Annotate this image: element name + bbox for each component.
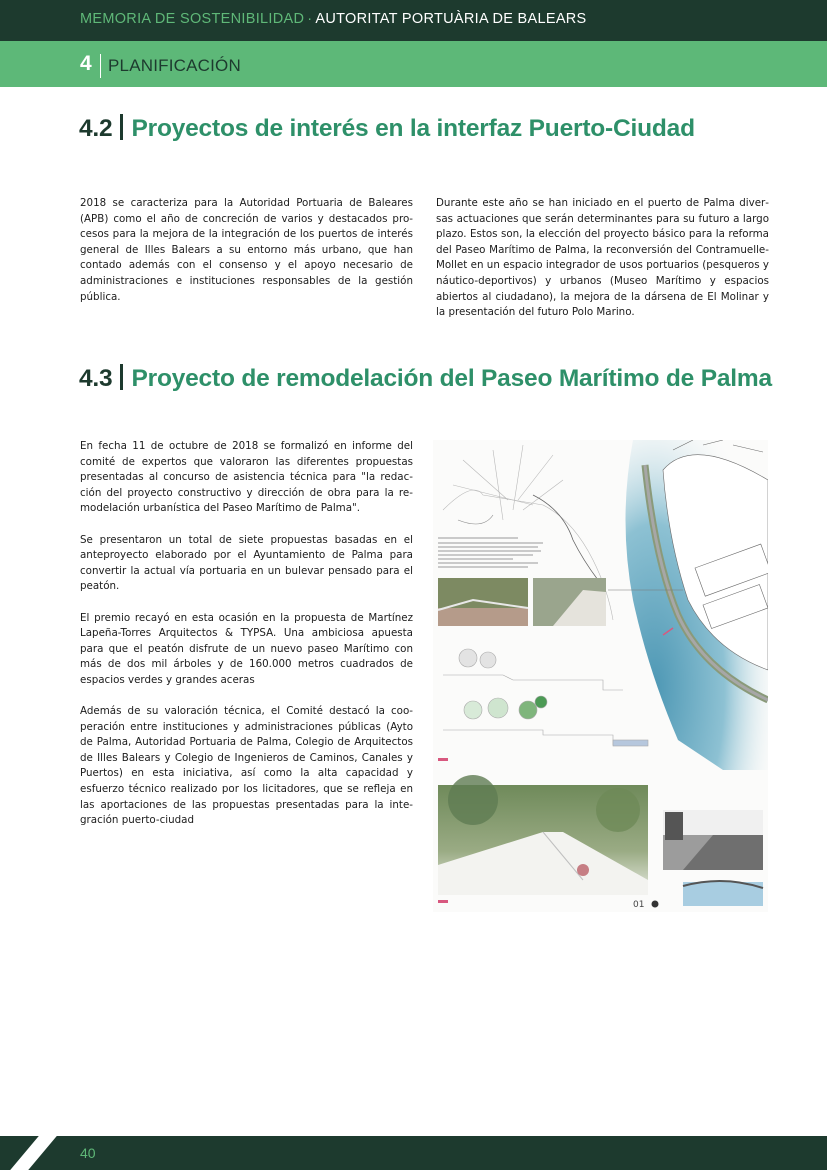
section-number: 4.2 bbox=[79, 115, 113, 142]
paragraph: En fecha 11 de octubre de 2018 se formalizó en informe del comité de expertos que valoraron las diferentes propuestas presentadas al concurso de asistencia técnica para "la redacción del proyecto constructivo y dirección de obra para la remodelación urbanística del Paseo Marítimo de Palma". bbox=[80, 440, 413, 515]
description-text-lines bbox=[438, 538, 543, 567]
chapter-divider bbox=[100, 54, 101, 78]
running-title-separator: · bbox=[307, 11, 313, 27]
running-title-report: MEMORIA DE SOSTENIBILIDAD bbox=[80, 11, 305, 27]
section-4-2-right-column bbox=[436, 196, 769, 336]
footer-slash-decoration bbox=[0, 1136, 65, 1170]
running-title bbox=[80, 11, 587, 27]
paragraph: Se presentaron un total de siete propuestas basadas en el anteproyecto elaborado por el Ayuntamiento de Palma para convertir la actual vía portuaria en un bulevar pensado para el peatón. bbox=[80, 533, 413, 593]
paragraph: Además de su valoración técnica, el Comité destacó la cooperación entre instituciones y administraciones públicas (Ayto de Palma, Autoridad Portuaria de Palma, Colegio de Arquitectos de Illes Balears y Colegio de Ingenieros de Caminos, Canales y Puertos) en esta iniciativa, así como la alta capacidad y esfuerzo técnico realizado por los licitadores, que se refleja en las aportaciones de las propuestas presentadas para la integración puerto-ciudad bbox=[80, 705, 413, 827]
chapter-bar bbox=[0, 41, 827, 87]
section-heading-4-2 bbox=[79, 114, 695, 143]
section-heading-4-3 bbox=[79, 364, 772, 393]
heading-divider bbox=[120, 114, 123, 140]
running-title-organization: AUTORITAT PORTUÀRIA DE BALEARS bbox=[315, 11, 587, 27]
section-drawings bbox=[443, 649, 648, 746]
paragraph: 2018 se caracteriza para la Autoridad Portuaria de Baleares (APB) como el año de concreción de varios y destacados procesos para la mejora de la integración de los puertos de interés general de Illes Balears a su entorno más urbano, que han contado además con el consenso y el apoyo necesario de administraciones e instituciones responsables de la gestión pública. bbox=[80, 197, 413, 303]
page-number: 40 bbox=[80, 1145, 96, 1161]
chapter-title: PLANIFICACIÓN bbox=[108, 56, 241, 75]
paragraph: El premio recayó en esta ocasión en la propuesta de Martínez Lapeña-Torres Arquitectos & TYPSA. Una ambiciosa apuesta para que el peatón disfrute de un nuevo paseo Marítimo con más de dos mil árboles y de 160.000 metros cuadrados de espacios verdes y grandes aceras bbox=[80, 611, 413, 686]
street-perspective bbox=[438, 775, 648, 895]
project-board-image bbox=[433, 440, 768, 912]
section-number: 4.3 bbox=[79, 365, 113, 392]
section-4-3-text-column bbox=[80, 439, 413, 844]
board-panel-number: 01 bbox=[633, 900, 645, 910]
board-logo-icon bbox=[652, 901, 659, 908]
project-board-illustration bbox=[433, 440, 768, 912]
section-4-2-left-column bbox=[80, 196, 413, 321]
heading-divider bbox=[120, 364, 123, 390]
top-header-bar bbox=[0, 0, 827, 41]
section-label-accent bbox=[438, 758, 448, 761]
footer-bar bbox=[0, 1136, 827, 1170]
chapter-number: 4 bbox=[80, 52, 92, 75]
paragraph: Durante este año se han iniciado en el puerto de Palma diversas actuaciones que serán determinantes para su futuro a largo plazo. Estos son, la elección del proyecto básico para la reforma del Paseo Marítimo de Palma, la reconversión del Contramuelle-Mollet en un espacio integrador de usos portuarios (pesqueros y náutico-deportivos) y urbanos (Museo Marítimo y espacios abiertos al ciudadano), la mejora de la dársena de El Molinar y la presentación del futuro Polo Marino. bbox=[436, 197, 769, 319]
section-title: Proyecto de remodelación del Paseo Marítimo de Palma bbox=[131, 365, 772, 392]
section-title: Proyectos de interés en la interfaz Puerto-Ciudad bbox=[131, 115, 695, 142]
